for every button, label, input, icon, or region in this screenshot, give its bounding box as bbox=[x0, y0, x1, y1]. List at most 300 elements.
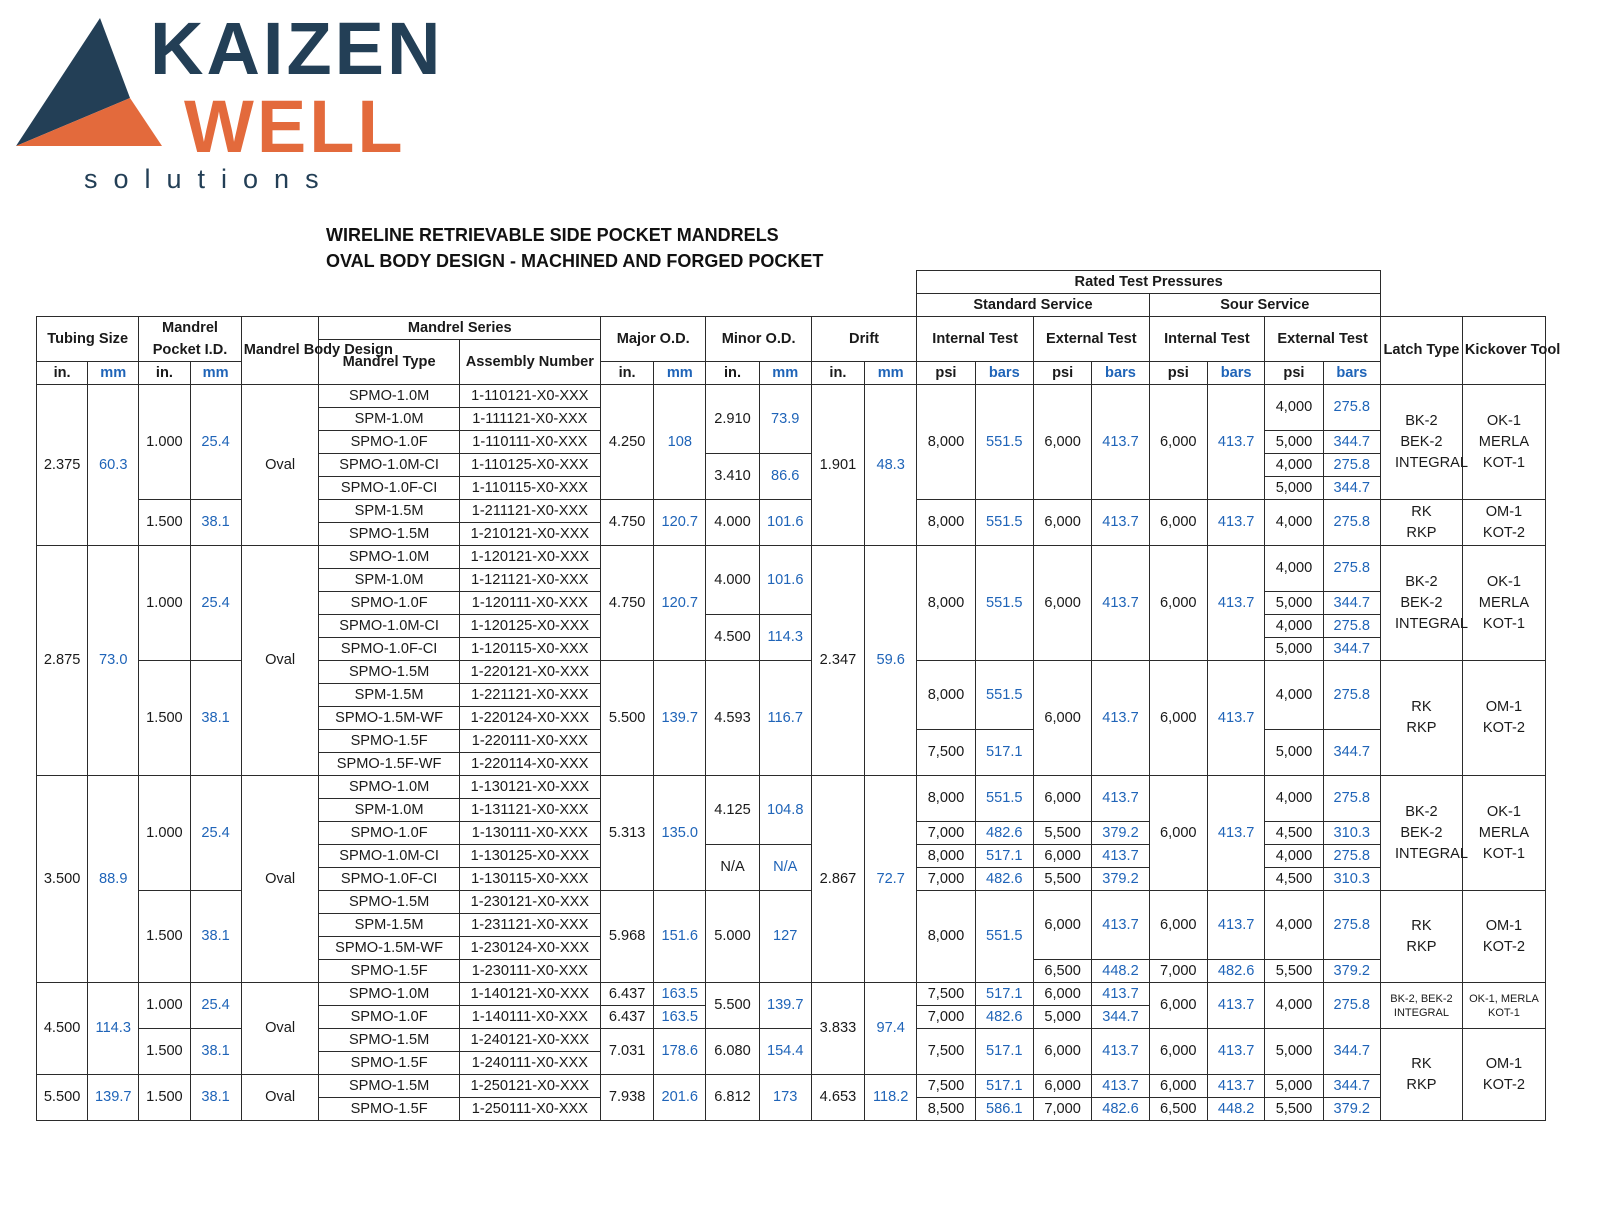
pocket-mm-cell: 25.4 bbox=[190, 776, 241, 891]
mandrel-type-cell: SPMO-1.0M bbox=[319, 385, 459, 408]
title-line-1: WIRELINE RETRIEVABLE SIDE POCKET MANDRELS bbox=[326, 225, 779, 245]
minor-od-in-cell: 4.000 bbox=[706, 546, 759, 615]
std-external-bars-cell: 482.6 bbox=[1092, 1098, 1149, 1121]
logo-word-kaizen: KAIZEN bbox=[150, 7, 444, 90]
major-od-mm-cell: 139.7 bbox=[654, 661, 706, 776]
unit-label: psi bbox=[1033, 362, 1091, 385]
unit-label: mm bbox=[88, 362, 139, 385]
pocket-in-cell: 1.000 bbox=[139, 776, 190, 891]
sour-external-bars-cell: 344.7 bbox=[1323, 638, 1380, 661]
unit-label: bars bbox=[1092, 362, 1149, 385]
assembly-number-cell: 1-110115-X0-XXX bbox=[459, 477, 600, 500]
unit-label: bars bbox=[1207, 362, 1264, 385]
std-external-bars-cell: 379.2 bbox=[1092, 868, 1149, 891]
table-row bbox=[37, 1075, 1546, 1098]
drift-mm-cell: 48.3 bbox=[865, 385, 917, 546]
pocket-in-cell: 1.500 bbox=[139, 500, 190, 546]
logo-triangle-icon bbox=[12, 14, 162, 154]
header-row-rated bbox=[37, 271, 1546, 294]
header-mandrel-series: Mandrel Series bbox=[319, 317, 601, 340]
latch-type-cell: BK-2, BEK-2 INTEGRAL bbox=[1380, 983, 1462, 1029]
body-design-cell: Oval bbox=[241, 546, 319, 776]
tubing-in-cell: 2.875 bbox=[37, 546, 88, 776]
assembly-number-cell: 1-230121-X0-XXX bbox=[459, 891, 600, 914]
major-od-mm-cell: 163.5 bbox=[654, 1006, 706, 1029]
std-internal-bars-cell: 517.1 bbox=[975, 845, 1033, 868]
assembly-number-cell: 1-220111-X0-XXX bbox=[459, 730, 600, 753]
tubing-mm-cell: 114.3 bbox=[88, 983, 139, 1075]
sour-internal-psi-cell: 7,000 bbox=[1149, 960, 1207, 983]
table-row bbox=[37, 546, 1546, 569]
unit-label: mm bbox=[759, 362, 811, 385]
std-external-bars-cell: 413.7 bbox=[1092, 661, 1149, 776]
major-od-mm-cell: 135.0 bbox=[654, 776, 706, 891]
mandrel-type-cell: SPMO-1.5M-WF bbox=[319, 937, 459, 960]
sour-internal-psi-cell: 6,000 bbox=[1149, 385, 1207, 500]
std-external-psi-cell: 6,000 bbox=[1033, 1075, 1091, 1098]
std-internal-psi-cell: 8,000 bbox=[917, 546, 975, 661]
sour-external-bars-cell: 275.8 bbox=[1323, 661, 1380, 730]
std-external-psi-cell: 6,000 bbox=[1033, 500, 1091, 546]
minor-od-in-cell: 5.500 bbox=[706, 983, 759, 1029]
assembly-number-cell: 1-110121-X0-XXX bbox=[459, 385, 600, 408]
mandrel-type-cell: SPMO-1.5F bbox=[319, 1098, 459, 1121]
kickover-tool-cell: OM-1 KOT-2 bbox=[1462, 1029, 1545, 1121]
std-external-bars-cell: 413.7 bbox=[1092, 385, 1149, 500]
std-internal-psi-cell: 8,500 bbox=[917, 1098, 975, 1121]
std-internal-bars-cell: 517.1 bbox=[975, 983, 1033, 1006]
unit-label: mm bbox=[190, 362, 241, 385]
assembly-number-cell: 1-130121-X0-XXX bbox=[459, 776, 600, 799]
logo-word-solutions: solutions bbox=[84, 164, 335, 194]
tubing-in-cell: 2.375 bbox=[37, 385, 88, 546]
mandrel-type-cell: SPMO-1.0F-CI bbox=[319, 868, 459, 891]
pocket-in-cell: 1.500 bbox=[139, 891, 190, 983]
major-od-in-cell: 7.031 bbox=[600, 1029, 653, 1075]
mandrel-type-cell: SPM-1.0M bbox=[319, 799, 459, 822]
minor-od-in-cell: 4.000 bbox=[706, 500, 759, 546]
tubing-in-cell: 3.500 bbox=[37, 776, 88, 983]
std-internal-bars-cell: 482.6 bbox=[975, 822, 1033, 845]
pocket-mm-cell: 25.4 bbox=[190, 546, 241, 661]
unit-label: in. bbox=[139, 362, 190, 385]
sour-external-bars-cell: 310.3 bbox=[1323, 822, 1380, 845]
header-row-groups bbox=[37, 317, 1546, 340]
mandrel-type-cell: SPMO-1.0F-CI bbox=[319, 638, 459, 661]
assembly-number-cell: 1-130115-X0-XXX bbox=[459, 868, 600, 891]
minor-od-mm-cell: 86.6 bbox=[759, 454, 811, 500]
major-od-mm-cell: 120.7 bbox=[654, 546, 706, 661]
std-internal-psi-cell: 7,500 bbox=[917, 1029, 975, 1075]
std-internal-psi-cell: 7,000 bbox=[917, 1006, 975, 1029]
std-external-bars-cell: 413.7 bbox=[1092, 891, 1149, 960]
assembly-number-cell: 1-120115-X0-XXX bbox=[459, 638, 600, 661]
header-assembly-number: Assembly Number bbox=[459, 340, 600, 385]
mandrel-type-cell: SPM-1.5M bbox=[319, 500, 459, 523]
sour-external-bars-cell: 344.7 bbox=[1323, 592, 1380, 615]
std-external-psi-cell: 6,000 bbox=[1033, 546, 1091, 661]
std-internal-psi-cell: 8,000 bbox=[917, 661, 975, 730]
sour-external-psi-cell: 4,000 bbox=[1265, 776, 1323, 822]
std-external-psi-cell: 6,000 bbox=[1033, 385, 1091, 500]
minor-od-in-cell: N/A bbox=[706, 845, 759, 891]
std-external-bars-cell: 413.7 bbox=[1092, 1029, 1149, 1075]
major-od-mm-cell: 163.5 bbox=[654, 983, 706, 1006]
std-internal-psi-cell: 7,500 bbox=[917, 730, 975, 776]
table-row bbox=[37, 776, 1546, 799]
sour-external-psi-cell: 4,000 bbox=[1265, 983, 1323, 1029]
mandrel-type-cell: SPMO-1.0M-CI bbox=[319, 615, 459, 638]
header-rated-test-pressures: Rated Test Pressures bbox=[917, 271, 1381, 294]
header-standard-service: Standard Service bbox=[917, 294, 1149, 317]
header-major-od: Major O.D. bbox=[600, 317, 705, 362]
sour-external-bars-cell: 275.8 bbox=[1323, 776, 1380, 822]
sour-internal-bars-cell: 448.2 bbox=[1207, 1098, 1264, 1121]
sour-external-psi-cell: 5,000 bbox=[1265, 1029, 1323, 1075]
header-std-external-test: External Test bbox=[1033, 317, 1149, 362]
pocket-mm-cell: 38.1 bbox=[190, 891, 241, 983]
sour-external-psi-cell: 4,000 bbox=[1265, 500, 1323, 546]
pocket-in-cell: 1.000 bbox=[139, 546, 190, 661]
sour-external-psi-cell: 5,000 bbox=[1265, 431, 1323, 454]
header-sour-external-test: External Test bbox=[1265, 317, 1381, 362]
kickover-tool-cell: OK-1 MERLA KOT-1 bbox=[1462, 385, 1545, 500]
mandrel-type-cell: SPMO-1.5M bbox=[319, 891, 459, 914]
std-external-psi-cell: 6,000 bbox=[1033, 891, 1091, 960]
mandrel-type-cell: SPMO-1.0M bbox=[319, 776, 459, 799]
assembly-number-cell: 1-220114-X0-XXX bbox=[459, 753, 600, 776]
sour-internal-bars-cell: 413.7 bbox=[1207, 661, 1264, 776]
mandrel-type-cell: SPMO-1.0F bbox=[319, 822, 459, 845]
sour-external-bars-cell: 344.7 bbox=[1323, 1075, 1380, 1098]
unit-label: mm bbox=[865, 362, 917, 385]
kickover-tool-cell: OM-1 KOT-2 bbox=[1462, 661, 1545, 776]
std-internal-psi-cell: 8,000 bbox=[917, 891, 975, 983]
std-internal-psi-cell: 8,000 bbox=[917, 776, 975, 822]
unit-label: in. bbox=[811, 362, 864, 385]
std-internal-psi-cell: 7,000 bbox=[917, 868, 975, 891]
assembly-number-cell: 1-221121-X0-XXX bbox=[459, 684, 600, 707]
mandrel-type-cell: SPMO-1.5F bbox=[319, 1052, 459, 1075]
sour-external-bars-cell: 275.8 bbox=[1323, 500, 1380, 546]
unit-label: in. bbox=[600, 362, 653, 385]
sour-internal-bars-cell: 413.7 bbox=[1207, 500, 1264, 546]
pocket-mm-cell: 38.1 bbox=[190, 500, 241, 546]
drift-mm-cell: 59.6 bbox=[865, 546, 917, 776]
major-od-in-cell: 5.968 bbox=[600, 891, 653, 983]
unit-label: mm bbox=[654, 362, 706, 385]
mandrel-type-cell: SPMO-1.0M bbox=[319, 546, 459, 569]
assembly-number-cell: 1-210121-X0-XXX bbox=[459, 523, 600, 546]
unit-label: psi bbox=[1149, 362, 1207, 385]
minor-od-in-cell: 5.000 bbox=[706, 891, 759, 983]
minor-od-in-cell: 4.500 bbox=[706, 615, 759, 661]
kickover-tool-cell: OK-1 MERLA KOT-1 bbox=[1462, 546, 1545, 661]
std-external-bars-cell: 413.7 bbox=[1092, 500, 1149, 546]
minor-od-mm-cell: 101.6 bbox=[759, 546, 811, 615]
kickover-tool-cell: OK-1 MERLA KOT-1 bbox=[1462, 776, 1545, 891]
latch-type-cell: RK RKP bbox=[1380, 500, 1462, 546]
mandrel-spec-table bbox=[36, 270, 1561, 1121]
std-internal-bars-cell: 517.1 bbox=[975, 730, 1033, 776]
mandrel-type-cell: SPMO-1.5M bbox=[319, 1075, 459, 1098]
std-internal-bars-cell: 551.5 bbox=[975, 661, 1033, 730]
sour-external-bars-cell: 379.2 bbox=[1323, 1098, 1380, 1121]
document-title bbox=[326, 222, 823, 274]
mandrel-type-cell: SPMO-1.5M-WF bbox=[319, 707, 459, 730]
std-external-psi-cell: 5,500 bbox=[1033, 868, 1091, 891]
sour-external-psi-cell: 4,000 bbox=[1265, 385, 1323, 431]
sour-internal-psi-cell: 6,000 bbox=[1149, 546, 1207, 661]
sour-internal-bars-cell: 413.7 bbox=[1207, 1075, 1264, 1098]
mandrel-type-cell: SPMO-1.5M bbox=[319, 661, 459, 684]
header-sour-service: Sour Service bbox=[1149, 294, 1380, 317]
std-external-psi-cell: 5,000 bbox=[1033, 1006, 1091, 1029]
header-latch-type: Latch Type bbox=[1380, 317, 1462, 385]
sour-external-psi-cell: 4,000 bbox=[1265, 546, 1323, 592]
header-spacer bbox=[37, 271, 917, 294]
sour-internal-bars-cell: 413.7 bbox=[1207, 891, 1264, 960]
header-pocket-id: Mandrel Pocket I.D. bbox=[139, 317, 241, 362]
title-line-2: OVAL BODY DESIGN - MACHINED AND FORGED POCKET bbox=[326, 251, 824, 271]
std-external-psi-cell: 5,500 bbox=[1033, 822, 1091, 845]
assembly-number-cell: 1-120121-X0-XXX bbox=[459, 546, 600, 569]
minor-od-mm-cell: 101.6 bbox=[759, 500, 811, 546]
minor-od-in-cell: 4.125 bbox=[706, 776, 759, 845]
table-row bbox=[37, 385, 1546, 408]
mandrel-type-cell: SPMO-1.0M-CI bbox=[319, 454, 459, 477]
tubing-in-cell: 5.500 bbox=[37, 1075, 88, 1121]
sour-internal-psi-cell: 6,000 bbox=[1149, 891, 1207, 960]
latch-type-cell: RK RKP bbox=[1380, 891, 1462, 983]
drift-in-cell: 1.901 bbox=[811, 385, 864, 546]
sour-external-psi-cell: 5,500 bbox=[1265, 1098, 1323, 1121]
tubing-mm-cell: 60.3 bbox=[88, 385, 139, 546]
std-internal-bars-cell: 586.1 bbox=[975, 1098, 1033, 1121]
tubing-mm-cell: 73.0 bbox=[88, 546, 139, 776]
header-row-service bbox=[37, 294, 1546, 317]
assembly-number-cell: 1-120125-X0-XXX bbox=[459, 615, 600, 638]
header-sour-internal-test: Internal Test bbox=[1149, 317, 1265, 362]
std-internal-psi-cell: 8,000 bbox=[917, 385, 975, 500]
header-std-internal-test: Internal Test bbox=[917, 317, 1034, 362]
std-external-bars-cell: 448.2 bbox=[1092, 960, 1149, 983]
assembly-number-cell: 1-131121-X0-XXX bbox=[459, 799, 600, 822]
pocket-in-cell: 1.500 bbox=[139, 1029, 190, 1075]
std-internal-bars-cell: 551.5 bbox=[975, 776, 1033, 822]
latch-type-cell: BK-2 BEK-2 INTEGRAL bbox=[1380, 776, 1462, 891]
std-internal-bars-cell: 551.5 bbox=[975, 385, 1033, 500]
header-spacer bbox=[37, 294, 917, 317]
body-design-cell: Oval bbox=[241, 385, 319, 546]
unit-label: bars bbox=[975, 362, 1033, 385]
minor-od-mm-cell: 104.8 bbox=[759, 776, 811, 845]
sour-internal-psi-cell: 6,000 bbox=[1149, 983, 1207, 1029]
std-external-psi-cell: 7,000 bbox=[1033, 1098, 1091, 1121]
assembly-number-cell: 1-130125-X0-XXX bbox=[459, 845, 600, 868]
major-od-in-cell: 4.250 bbox=[600, 385, 653, 500]
body-design-cell: Oval bbox=[241, 1075, 319, 1121]
sour-external-bars-cell: 275.8 bbox=[1323, 546, 1380, 592]
sour-internal-psi-cell: 6,000 bbox=[1149, 1075, 1207, 1098]
sour-external-psi-cell: 4,000 bbox=[1265, 891, 1323, 960]
pocket-mm-cell: 38.1 bbox=[190, 661, 241, 776]
assembly-number-cell: 1-240121-X0-XXX bbox=[459, 1029, 600, 1052]
major-od-in-cell: 5.313 bbox=[600, 776, 653, 891]
minor-od-mm-cell: 127 bbox=[759, 891, 811, 983]
std-internal-bars-cell: 517.1 bbox=[975, 1075, 1033, 1098]
unit-label: bars bbox=[1323, 362, 1380, 385]
sour-internal-psi-cell: 6,000 bbox=[1149, 500, 1207, 546]
assembly-number-cell: 1-130111-X0-XXX bbox=[459, 822, 600, 845]
major-od-mm-cell: 151.6 bbox=[654, 891, 706, 983]
latch-type-cell: BK-2 BEK-2 INTEGRAL bbox=[1380, 385, 1462, 500]
std-internal-bars-cell: 482.6 bbox=[975, 868, 1033, 891]
mandrel-type-cell: SPMO-1.0F bbox=[319, 1006, 459, 1029]
sour-external-psi-cell: 5,000 bbox=[1265, 638, 1323, 661]
std-internal-bars-cell: 482.6 bbox=[975, 1006, 1033, 1029]
mandrel-type-cell: SPMO-1.0M bbox=[319, 983, 459, 1006]
major-od-mm-cell: 178.6 bbox=[654, 1029, 706, 1075]
sour-external-bars-cell: 275.8 bbox=[1323, 385, 1380, 431]
sour-external-bars-cell: 275.8 bbox=[1323, 891, 1380, 960]
major-od-mm-cell: 201.6 bbox=[654, 1075, 706, 1121]
drift-in-cell: 4.653 bbox=[811, 1075, 864, 1121]
sour-external-psi-cell: 4,000 bbox=[1265, 661, 1323, 730]
sour-external-bars-cell: 344.7 bbox=[1323, 477, 1380, 500]
assembly-number-cell: 1-140121-X0-XXX bbox=[459, 983, 600, 1006]
header-kickover-tool: Kickover Tool bbox=[1462, 317, 1545, 385]
std-external-psi-cell: 6,500 bbox=[1033, 960, 1091, 983]
mandrel-type-cell: SPMO-1.5F bbox=[319, 960, 459, 983]
minor-od-mm-cell: N/A bbox=[759, 845, 811, 891]
std-internal-bars-cell: 551.5 bbox=[975, 500, 1033, 546]
sour-external-psi-cell: 5,500 bbox=[1265, 960, 1323, 983]
sour-internal-bars-cell: 413.7 bbox=[1207, 776, 1264, 891]
sour-external-bars-cell: 275.8 bbox=[1323, 615, 1380, 638]
major-od-in-cell: 4.750 bbox=[600, 500, 653, 546]
mandrel-type-cell: SPM-1.5M bbox=[319, 684, 459, 707]
std-external-bars-cell: 413.7 bbox=[1092, 546, 1149, 661]
kaizen-well-logo bbox=[12, 7, 444, 194]
body-design-cell: Oval bbox=[241, 776, 319, 983]
assembly-number-cell: 1-121121-X0-XXX bbox=[459, 569, 600, 592]
sour-internal-psi-cell: 6,000 bbox=[1149, 1029, 1207, 1075]
std-external-psi-cell: 6,000 bbox=[1033, 776, 1091, 822]
sour-internal-bars-cell: 413.7 bbox=[1207, 983, 1264, 1029]
major-od-mm-cell: 108 bbox=[654, 385, 706, 500]
header-mandrel-type: Mandrel Type bbox=[319, 340, 459, 385]
major-od-in-cell: 5.500 bbox=[600, 661, 653, 776]
header-body-design: Mandrel Body Design bbox=[241, 317, 319, 385]
latch-type-cell: BK-2 BEK-2 INTEGRAL bbox=[1380, 546, 1462, 661]
assembly-number-cell: 1-110125-X0-XXX bbox=[459, 454, 600, 477]
sour-external-psi-cell: 4,000 bbox=[1265, 845, 1323, 868]
assembly-number-cell: 1-110111-X0-XXX bbox=[459, 431, 600, 454]
sour-external-psi-cell: 4,000 bbox=[1265, 454, 1323, 477]
sour-internal-bars-cell: 413.7 bbox=[1207, 385, 1264, 500]
header-drift: Drift bbox=[811, 317, 916, 362]
assembly-number-cell: 1-230124-X0-XXX bbox=[459, 937, 600, 960]
std-external-bars-cell: 413.7 bbox=[1092, 776, 1149, 822]
header-tubing-size: Tubing Size bbox=[37, 317, 139, 362]
kickover-tool-cell: OK-1, MERLA KOT-1 bbox=[1462, 983, 1545, 1029]
mandrel-type-cell: SPMO-1.5M bbox=[319, 523, 459, 546]
std-external-bars-cell: 413.7 bbox=[1092, 1075, 1149, 1098]
tubing-mm-cell: 139.7 bbox=[88, 1075, 139, 1121]
sour-external-bars-cell: 344.7 bbox=[1323, 1029, 1380, 1075]
minor-od-mm-cell: 73.9 bbox=[759, 385, 811, 454]
latch-type-cell: RK RKP bbox=[1380, 661, 1462, 776]
drift-in-cell: 2.867 bbox=[811, 776, 864, 983]
pocket-mm-cell: 38.1 bbox=[190, 1075, 241, 1121]
mandrel-type-cell: SPMO-1.0F-CI bbox=[319, 477, 459, 500]
assembly-number-cell: 1-250121-X0-XXX bbox=[459, 1075, 600, 1098]
sour-external-psi-cell: 5,000 bbox=[1265, 592, 1323, 615]
sour-external-bars-cell: 275.8 bbox=[1323, 454, 1380, 477]
unit-label: in. bbox=[37, 362, 88, 385]
assembly-number-cell: 1-230111-X0-XXX bbox=[459, 960, 600, 983]
pocket-in-cell: 1.500 bbox=[139, 661, 190, 776]
assembly-number-cell: 1-211121-X0-XXX bbox=[459, 500, 600, 523]
mandrel-type-cell: SPMO-1.5M bbox=[319, 1029, 459, 1052]
minor-od-in-cell: 2.910 bbox=[706, 385, 759, 454]
body-design-cell: Oval bbox=[241, 983, 319, 1075]
sour-external-psi-cell: 5,000 bbox=[1265, 1075, 1323, 1098]
std-internal-bars-cell: 551.5 bbox=[975, 891, 1033, 983]
assembly-number-cell: 1-140111-X0-XXX bbox=[459, 1006, 600, 1029]
major-od-in-cell: 6.437 bbox=[600, 1006, 653, 1029]
major-od-in-cell: 6.437 bbox=[600, 983, 653, 1006]
pocket-mm-cell: 25.4 bbox=[190, 385, 241, 500]
sour-internal-psi-cell: 6,000 bbox=[1149, 776, 1207, 891]
minor-od-in-cell: 6.812 bbox=[706, 1075, 759, 1121]
table-row bbox=[37, 983, 1546, 1006]
unit-label: psi bbox=[1265, 362, 1323, 385]
sour-external-psi-cell: 4,500 bbox=[1265, 822, 1323, 845]
assembly-number-cell: 1-250111-X0-XXX bbox=[459, 1098, 600, 1121]
drift-mm-cell: 97.4 bbox=[865, 983, 917, 1075]
assembly-number-cell: 1-111121-X0-XXX bbox=[459, 408, 600, 431]
mandrel-type-cell: SPMO-1.5F-WF bbox=[319, 753, 459, 776]
kickover-tool-cell: OM-1 KOT-2 bbox=[1462, 891, 1545, 983]
latch-type-cell: RK RKP bbox=[1380, 1029, 1462, 1121]
assembly-number-cell: 1-220121-X0-XXX bbox=[459, 661, 600, 684]
sour-internal-psi-cell: 6,000 bbox=[1149, 661, 1207, 776]
minor-od-in-cell: 3.410 bbox=[706, 454, 759, 500]
tubing-in-cell: 4.500 bbox=[37, 983, 88, 1075]
assembly-number-cell: 1-120111-X0-XXX bbox=[459, 592, 600, 615]
std-external-psi-cell: 6,000 bbox=[1033, 1029, 1091, 1075]
sour-external-psi-cell: 4,000 bbox=[1265, 615, 1323, 638]
std-internal-psi-cell: 7,500 bbox=[917, 983, 975, 1006]
unit-label: in. bbox=[706, 362, 759, 385]
std-internal-psi-cell: 7,000 bbox=[917, 822, 975, 845]
std-internal-bars-cell: 551.5 bbox=[975, 546, 1033, 661]
assembly-number-cell: 1-220124-X0-XXX bbox=[459, 707, 600, 730]
header-spacer bbox=[1380, 294, 1545, 317]
minor-od-mm-cell: 116.7 bbox=[759, 661, 811, 776]
sour-external-bars-cell: 379.2 bbox=[1323, 960, 1380, 983]
mandrel-type-cell: SPMO-1.0F bbox=[319, 431, 459, 454]
pocket-mm-cell: 38.1 bbox=[190, 1029, 241, 1075]
header-minor-od: Minor O.D. bbox=[706, 317, 811, 362]
minor-od-mm-cell: 173 bbox=[759, 1075, 811, 1121]
header-spacer bbox=[1380, 271, 1545, 294]
kickover-tool-cell: OM-1 KOT-2 bbox=[1462, 500, 1545, 546]
major-od-mm-cell: 120.7 bbox=[654, 500, 706, 546]
std-internal-psi-cell: 8,000 bbox=[917, 500, 975, 546]
